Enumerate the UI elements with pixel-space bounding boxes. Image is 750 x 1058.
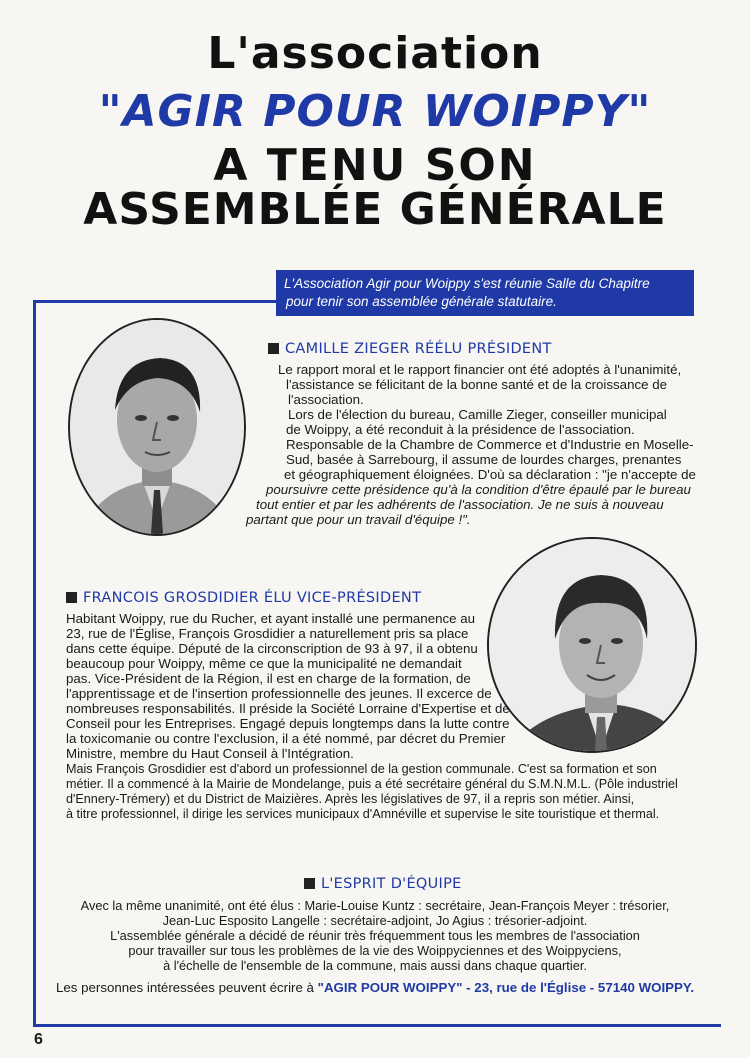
- text-line: pour travailler sur tous les problèmes de la vie des Woippyciennes et des Woippyciens,: [128, 943, 622, 958]
- text-line: l'association.: [288, 392, 364, 407]
- text-line: Le rapport moral et le rapport financier ont été adoptés à l'unanimité,: [278, 362, 682, 377]
- square-bullet-icon: [66, 592, 77, 603]
- quote-line: poursuivre cette présidence qu'à la condition d'être épaulé par le bureau: [266, 482, 691, 497]
- text-line: pas. Vice-Président de la Région, il est en charge de la formation, de: [66, 671, 471, 686]
- quote-line: tout entier et par les adhérents de l'association. Je ne suis à nouveau: [256, 497, 664, 512]
- text-line: l'apprentissage et de l'insertion professionnelle des jeunes. Il excerce de: [66, 686, 492, 701]
- text-line: métier. Il a commencé à la Mairie de Mondelange, puis a été secrétaire général du S.M.N.M.L. (Pôle industriel: [66, 777, 678, 791]
- text-line: Ministre, membre du Haut Conseil à l'Intégration.: [66, 746, 354, 761]
- contact-line: [0, 980, 750, 995]
- section-heading-president-text: CAMILLE ZIEGER RÉÉLU PRÉSIDENT: [285, 341, 552, 357]
- text-line: la toxicomanie ou contre l'exclusion, il a été nommé, par décret du Premier: [66, 731, 506, 746]
- text-line: Responsable de la Chambre de Commerce et d'Industrie en Moselle-: [286, 437, 694, 452]
- portrait-camille-zieger-image: [70, 320, 244, 534]
- text-line: beaucoup pour Woippy, même ce que la municipalité ne demandait: [66, 656, 462, 671]
- intro-line-2: pour tenir son assemblée générale statutaire.: [286, 294, 557, 309]
- text-line: à titre professionnel, il dirige les services municipaux d'Amnéville et supervise le site touristique et thermal.: [66, 807, 660, 821]
- text-line: de Woippy, a été reconduit à la présidence de l'association.: [286, 422, 635, 437]
- contact-prefix: Les personnes intéressées peuvent écrire à: [55, 980, 318, 995]
- text-line: Avec la même unanimité, ont été élus : Marie-Louise Kuntz : secrétaire, Jean-François Meyer : trésorier,: [80, 898, 670, 913]
- text-line: et géographiquement éloignées. D'où sa déclaration : "je n'accepte de: [284, 467, 696, 482]
- section-heading-president: [268, 341, 552, 357]
- portrait-camille-zieger: [68, 318, 246, 536]
- frame-bottom-rule: [33, 1024, 721, 1027]
- text-line: Mais François Grosdidier est d'abord un professionnel de la gestion communale. C'est sa formation et son: [66, 762, 657, 776]
- title-line-2: "AGIR POUR WOIPPY": [98, 86, 652, 137]
- text-line: Conseil pour les Entreprises. Engagé depuis longtemps dans la lutte contre: [66, 716, 510, 731]
- portrait-francois-grosdidier: [487, 537, 697, 753]
- text-line: Lors de l'élection du bureau, Camille Zieger, conseiller municipal: [288, 407, 667, 422]
- title-line-4: ASSEMBLÉE GÉNÉRALE: [83, 184, 667, 235]
- section-heading-vice-president-text: FRANCOIS GROSDIDIER ÉLU VICE-PRÉSIDENT: [83, 590, 422, 606]
- text-line: nombreuses responsabilités. Il préside la Société Lorraine d'Expertise et de: [66, 701, 510, 716]
- section-heading-team-spirit: [304, 876, 462, 892]
- text-line: Sud, basée à Sarrebourg, il assume de lourdes charges, prenantes: [286, 452, 682, 467]
- text-line: l'assistance se félicitant de la bonne santé et de la croissance de: [286, 377, 667, 392]
- intro-banner: [276, 270, 694, 316]
- section-heading-team-spirit-text: L'ESPRIT D'ÉQUIPE: [321, 876, 462, 892]
- title-line-3: A TENU SON: [213, 140, 537, 191]
- text-line: dans cette équipe. Député de la circonscription de 93 à 97, il a obtenu: [66, 641, 478, 656]
- text-line: 23, rue de l'Église, François Grosdidier a naturellement pris sa place: [66, 626, 469, 641]
- page-number: 6: [34, 1031, 43, 1048]
- text-line: d'Ennery-Trémery) et du District de Maizières. Après les législatives de 97, il a repris son métier. Ainsi,: [66, 792, 635, 806]
- frame-top-rule: [33, 300, 276, 303]
- contact-address: "AGIR POUR WOIPPY" - 23, rue de l'Église - 57140 WOIPPY.: [317, 980, 695, 995]
- quote-line: partant que pour un travail d'équipe !".: [246, 512, 471, 527]
- square-bullet-icon: [304, 878, 315, 889]
- text-line: Jean-Luc Esposito Langelle : secrétaire-adjoint, Jo Agius : trésorier-adjoint.: [162, 913, 588, 928]
- square-bullet-icon: [268, 343, 279, 354]
- portrait-francois-grosdidier-image: [489, 539, 695, 751]
- text-line: Habitant Woippy, rue du Rucher, et ayant installé une permanence au: [66, 611, 476, 626]
- title-line-1: L'association: [207, 28, 543, 79]
- text-line: L'assemblée générale a décidé de réunir très fréquemment tous les membres de l'association: [110, 928, 640, 943]
- text-line: à l'échelle de l'ensemble de la commune, mais aussi dans chaque quartier.: [163, 958, 587, 973]
- section-heading-vice-president: [66, 590, 421, 606]
- intro-line-1: L'Association Agir pour Woippy s'est réunie Salle du Chapitre: [284, 276, 650, 291]
